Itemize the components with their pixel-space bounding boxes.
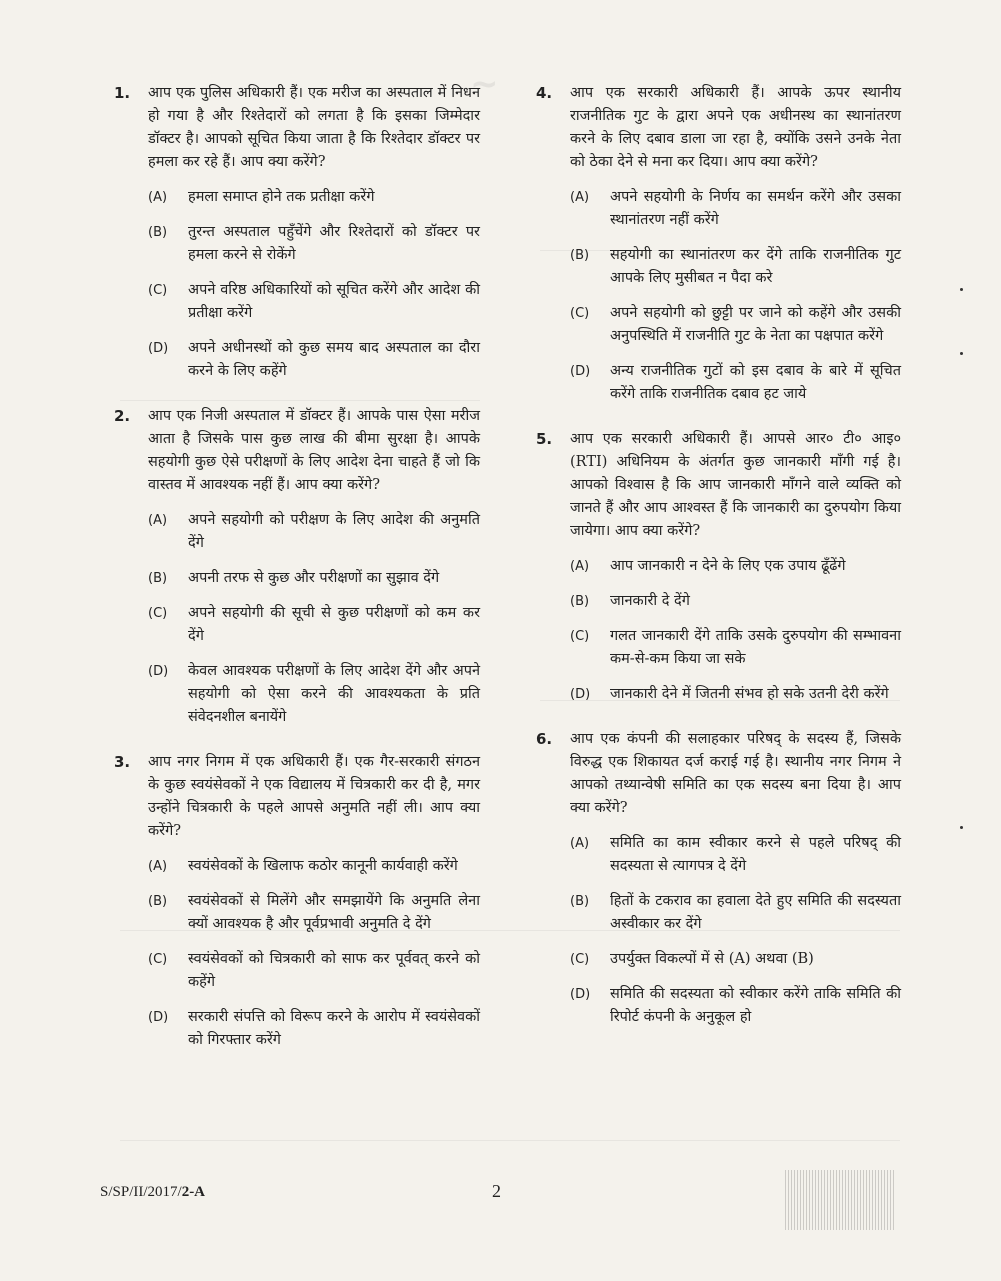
answer-option [148,602,480,648]
option-label: (C) [148,606,168,621]
option-label: (A) [148,859,168,874]
option-text: अपनी तरफ से कुछ और परीक्षणों का सुझाव देंगे [188,570,440,586]
option-text: उपर्युक्त विकल्पों में से (A) अथवा (B) [610,951,814,967]
answer-option [148,186,480,209]
option-label: (B) [148,571,168,586]
option-text: तुरन्त अस्पताल पहुँचेंगे और रिश्तेदारों को डॉक्टर पर हमला करने से रोकेंगे [188,224,480,263]
paper-code [100,1184,205,1201]
option-label: (D) [148,664,169,679]
answer-option [148,509,480,555]
scan-artifact [785,1170,895,1230]
question-item [536,428,901,706]
option-label: (B) [148,225,168,240]
option-label: (D) [148,341,169,356]
option-text: स्वयंसेवकों के खिलाफ कठोर कानूनी कार्यवाही करेंगे [188,858,458,874]
option-label: (A) [148,190,168,205]
option-text: अपने सहयोगी के निर्णय का समर्थन करेंगे और उसका स्थानांतरण नहीं करेंगे [610,189,901,228]
option-label: (D) [570,987,591,1002]
answer-option [148,660,480,729]
answer-option [148,279,480,325]
answer-option [570,186,901,232]
answer-option [148,567,480,590]
answer-option [148,221,480,267]
option-label: (C) [570,629,590,644]
question-text: आप एक सरकारी अधिकारी हैं। आपके ऊपर स्थानीय राजनीतिक गुट के द्वारा अपने एक अधीनस्थ का स्थानांतरण करने के लिए दबाव डाला जा रहा है, क्योंकि उसने उनके नेता को ठेका देने से मना कर दिया। आप क्या करेंगे? [570,85,901,170]
question-text: आप एक पुलिस अधिकारी हैं। एक मरीज का अस्पताल में निधन हो गया है और रिश्तेदारों को लगता है कि इसका जिम्मेदार डॉक्टर है। आपको सूचित किया जाता है कि रिश्तेदार डॉक्टर पर हमला कर रहे हैं। आप क्या करेंगे? [148,85,480,170]
option-text: समिति की सदस्यता को स्वीकार करेंगे ताकि समिति की रिपोर्ट कंपनी के अनुकूल हो [610,986,901,1025]
question-number: 5. [536,430,553,448]
paper-code-series: 2-A [181,1184,206,1200]
option-text: स्वयंसेवकों से मिलेंगे और समझायेंगे कि अनुमति लेना क्यों आवश्यक है और पूर्वप्रभावी अनुमति दे देंगे [188,893,480,932]
option-text: केवल आवश्यक परीक्षणों के लिए आदेश देंगे और अपने सहयोगी को ऐसा करने की आवश्यकता के प्रति संवेदनशील बनायेंगे [188,663,480,725]
option-label: (A) [570,559,590,574]
option-text: जानकारी देने में जितनी संभव हो सके उतनी देरी करेंगे [610,686,889,702]
answer-option [148,337,480,383]
question-item [536,82,901,406]
question-number: 4. [536,84,553,102]
option-label: (A) [570,190,590,205]
option-label: (B) [570,594,590,609]
question-number: 2. [114,407,131,425]
answer-option [148,948,480,994]
scan-dot [960,288,963,291]
option-text: हितों के टकराव का हवाला देते हुए समिति की सदस्यता अस्वीकार कर देंगे [610,893,901,932]
option-text: अपने सहयोगी की सूची से कुछ परीक्षणों को कम कर देंगे [188,605,480,644]
option-text: हमला समाप्त होने तक प्रतीक्षा करेंगे [188,189,375,205]
option-label: (B) [570,248,590,263]
answer-option [148,855,480,878]
answer-option [570,555,901,578]
question-item [114,405,480,729]
answer-option [570,983,901,1029]
option-label: (C) [148,283,168,298]
left-column [114,82,480,1074]
answer-option [570,360,901,406]
option-label: (C) [148,952,168,967]
question-item [114,751,480,1052]
question-number: 3. [114,753,131,771]
option-label: (C) [570,306,590,321]
question-item [114,82,480,383]
answer-option [570,683,901,706]
scan-dot [960,826,963,829]
option-text: सहयोगी का स्थानांतरण कर देंगे ताकि राजनीतिक गुट आपके लिए मुसीबत न पैदा करे [610,247,901,286]
question-number: 6. [536,730,553,748]
scan-dot [960,352,963,355]
option-text: आप जानकारी न देने के लिए एक उपाय ढूँढेंगे [610,558,846,574]
option-text: गलत जानकारी देंगे ताकि उसके दुरुपयोग की सम्भावना कम-से-कम किया जा सके [610,628,901,667]
option-text: अपने सहयोगी को परीक्षण के लिए आदेश की अनुमति देंगे [188,512,480,551]
option-label: (D) [148,1010,169,1025]
option-label: (D) [570,364,591,379]
answer-option [570,948,901,971]
option-text: जानकारी दे देंगे [610,593,690,609]
question-item [536,728,901,1029]
option-label: (B) [570,894,590,909]
answer-option [570,625,901,671]
answer-option [570,832,901,878]
question-text: आप एक सरकारी अधिकारी हैं। आपसे आर० टी० आइ० (RTI) अधिनियम के अंतर्गत कुछ जानकारी माँगी गई है। आपको विश्वास है कि आप जानकारी माँगने वाले व्यक्ति को जानते हैं और आप आश्वस्त हैं कि जानकारी का दुरुपयोग किया जायेगा। आप क्या करेंगे? [570,431,901,539]
right-column [536,82,901,1051]
option-label: (B) [148,894,168,909]
option-text: समिति का काम स्वीकार करने से पहले परिषद् की सदस्यता से त्यागपत्र दे देंगे [610,835,901,874]
question-text: आप नगर निगम में एक अधिकारी हैं। एक गैर-सरकारी संगठन के कुछ स्वयंसेवकों ने एक विद्यालय में चित्रकारी कर दी है, मगर उन्होंने चित्रकारी के पहले आपसे अनुमति नहीं ली। आप क्या करेंगे? [148,754,480,839]
option-text: अन्य राजनीतिक गुटों को इस दबाव के बारे में सूचित करेंगे ताकि राजनीतिक दबाव हट जाये [610,363,901,402]
option-text: सरकारी संपत्ति को विरूप करने के आरोप में स्वयंसेवकों को गिरफ्तार करेंगे [188,1009,480,1048]
page-number: 2 [492,1181,501,1201]
answer-option [570,244,901,290]
bleed-through-line [120,1140,900,1141]
answer-option [570,302,901,348]
answer-option [570,590,901,613]
answer-option [570,890,901,936]
paper-code-prefix: S/SP/II/2017/ [100,1184,182,1200]
question-number: 1. [114,84,131,102]
option-label: (C) [570,952,590,967]
answer-option [148,890,480,936]
option-label: (A) [148,513,168,528]
question-text: आप एक निजी अस्पताल में डॉक्टर हैं। आपके पास ऐसा मरीज आता है जिसके पास कुछ लाख की बीमा सुरक्षा है। आपके सहयोगी कुछ ऐसे परीक्षणों के लिए आदेश देना चाहते हैं जो कि वास्तव में आवश्यक नहीं हैं। आप क्या करेंगे? [148,408,480,493]
option-label: (D) [570,687,591,702]
option-label: (A) [570,836,590,851]
option-text: अपने अधीनस्थों को कुछ समय बाद अस्पताल का दौरा करने के लिए कहेंगे [188,340,480,379]
option-text: अपने वरिष्ठ अधिकारियों को सूचित करेंगे और आदेश की प्रतीक्षा करेंगे [188,282,480,321]
answer-option [148,1006,480,1052]
option-text: स्वयंसेवकों को चित्रकारी को साफ कर पूर्ववत् करने को कहेंगे [188,951,480,990]
bleed-through-header: ~ [470,64,501,104]
option-text: अपने सहयोगी को छुट्टी पर जाने को कहेंगे और उसकी अनुपस्थिति में राजनीति गुट के नेता का पक्षपात करेंगे [610,305,901,344]
question-text: आप एक कंपनी की सलाहकार परिषद् के सदस्य हैं, जिसके विरुद्ध एक शिकायत दर्ज कराई गई है। स्थानीय नगर निगम ने आपको तथ्यान्वेषी समिति का एक सदस्य बना दिया है। आप क्या करेंगे? [570,731,901,816]
